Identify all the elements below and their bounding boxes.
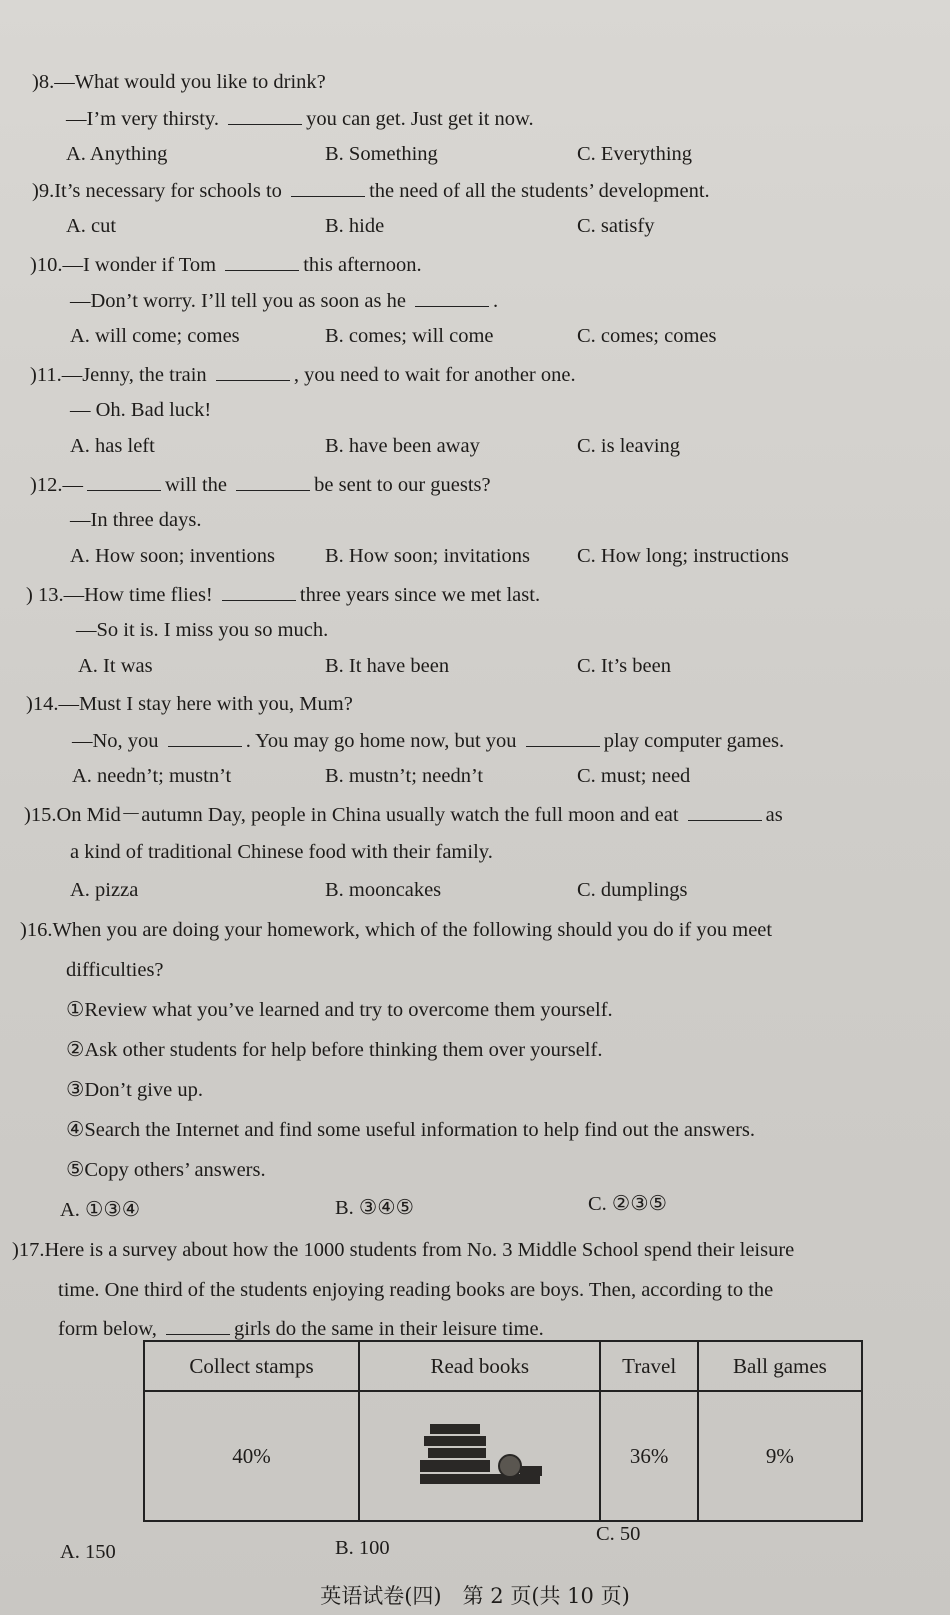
question-15-option-c: C. dumplings	[577, 879, 688, 901]
question-13-stem: ) 13.—How time flies! three years since we met last.	[26, 584, 541, 606]
survey-value-travel: 36%	[600, 1391, 697, 1521]
question-16-choice-4: ④Search the Internet and find some useful information to help find out the answers.	[66, 1119, 756, 1141]
question-8-option-c: C. Everything	[577, 143, 693, 165]
question-16-choice-1: ①Review what you’ve learned and try to overcome them yourself.	[66, 999, 613, 1021]
question-8-line2: —I’m very thirsty. you can get. Just get it now.	[66, 108, 534, 130]
question-17-stem: )17.Here is a survey about how the 1000 students from No. 3 Middle School spend their leisure	[12, 1239, 795, 1261]
question-9-option-c: C. satisfy	[577, 215, 655, 237]
survey-value-collect-stamps: 40%	[144, 1391, 359, 1521]
question-17-option-c: C. 50	[596, 1523, 641, 1545]
survey-table	[143, 1340, 863, 1522]
question-11-stem: )11.—Jenny, the train , you need to wait for another one.	[30, 364, 576, 386]
question-13-option-b: B. It have been	[325, 655, 450, 677]
question-10-line2: —Don’t worry. I’ll tell you as soon as he .	[70, 290, 499, 312]
question-17-option-a: A. 150	[60, 1541, 116, 1563]
question-12-line2: —In three days.	[70, 509, 202, 531]
question-8-option-a: A. Anything	[66, 143, 168, 165]
question-14-option-a: A. needn’t; mustn’t	[72, 765, 232, 787]
books-clock-icon	[410, 1418, 550, 1488]
survey-value-ball-games: 9%	[698, 1391, 862, 1521]
question-12-option-b: B. How soon; invitations	[325, 545, 531, 567]
question-16-option-b: B. ③④⑤	[335, 1197, 415, 1219]
question-17-option-b: B. 100	[335, 1537, 390, 1559]
survey-header-ball-games: Ball games	[698, 1341, 862, 1391]
question-15-option-a: A. pizza	[70, 879, 139, 901]
question-12-option-c: C. How long; instructions	[577, 545, 789, 567]
question-16-choice-2: ②Ask other students for help before thinking them over yourself.	[66, 1039, 603, 1061]
question-15-option-b: B. mooncakes	[325, 879, 442, 901]
question-11-option-c: C. is leaving	[577, 435, 681, 457]
question-13-line2: —So it is. I miss you so much.	[76, 619, 329, 641]
question-14-line2: —No, you . You may go home now, but you play computer games.	[72, 730, 785, 752]
question-8-stem: )8.—What would you like to drink?	[32, 71, 326, 93]
question-14-option-c: C. must; need	[577, 765, 691, 787]
question-16-stem: )16.When you are doing your homework, which of the following should you do if you meet	[20, 919, 773, 941]
page-footer: 英语试卷(四) 第 2 页(共 10 页)	[320, 1584, 630, 1608]
question-10-option-a: A. will come; comes	[70, 325, 240, 347]
question-10-option-c: C. comes; comes	[577, 325, 717, 347]
question-11-option-b: B. have been away	[325, 435, 480, 457]
survey-header-travel: Travel	[600, 1341, 697, 1391]
question-16-choice-3: ③Don’t give up.	[66, 1079, 204, 1101]
question-9-option-a: A. cut	[66, 215, 117, 237]
question-12-stem: )12.— will the be sent to our guests?	[30, 474, 491, 496]
question-16-choice-5: ⑤Copy others’ answers.	[66, 1159, 266, 1181]
question-10-stem: )10.—I wonder if Tom this afternoon.	[30, 254, 422, 276]
question-10-option-b: B. comes; will come	[325, 325, 494, 347]
question-17-line3: form below, girls do the same in their leisure time.	[58, 1318, 544, 1340]
survey-value-read-books	[359, 1391, 600, 1521]
question-14-stem: )14.—Must I stay here with you, Mum?	[26, 693, 353, 715]
question-9-stem: )9.It’s necessary for schools to the need of all the students’ development.	[32, 180, 710, 202]
question-12-option-a: A. How soon; inventions	[70, 545, 275, 567]
survey-header-collect-stamps: Collect stamps	[144, 1341, 359, 1391]
survey-header-read-books: Read books	[359, 1341, 600, 1391]
question-11-line2: — Oh. Bad luck!	[70, 399, 212, 421]
question-15-stem: )15.On Mid－autumn Day, people in China usually watch the full moon and eat as	[24, 804, 783, 826]
question-13-option-c: C. It’s been	[577, 655, 671, 677]
question-16-line2: difficulties?	[66, 959, 164, 981]
question-16-option-c: C. ②③⑤	[588, 1193, 668, 1215]
question-8-option-b: B. Something	[325, 143, 438, 165]
question-9-option-b: B. hide	[325, 215, 385, 237]
question-17-line2: time. One third of the students enjoying reading books are boys. Then, according to the	[58, 1279, 774, 1301]
question-15-line2: a kind of traditional Chinese food with their family.	[70, 841, 493, 863]
question-11-option-a: A. has left	[70, 435, 155, 457]
question-14-option-b: B. mustn’t; needn’t	[325, 765, 484, 787]
question-13-option-a: A. It was	[78, 655, 153, 677]
question-16-option-a: A. ①③④	[60, 1199, 141, 1221]
